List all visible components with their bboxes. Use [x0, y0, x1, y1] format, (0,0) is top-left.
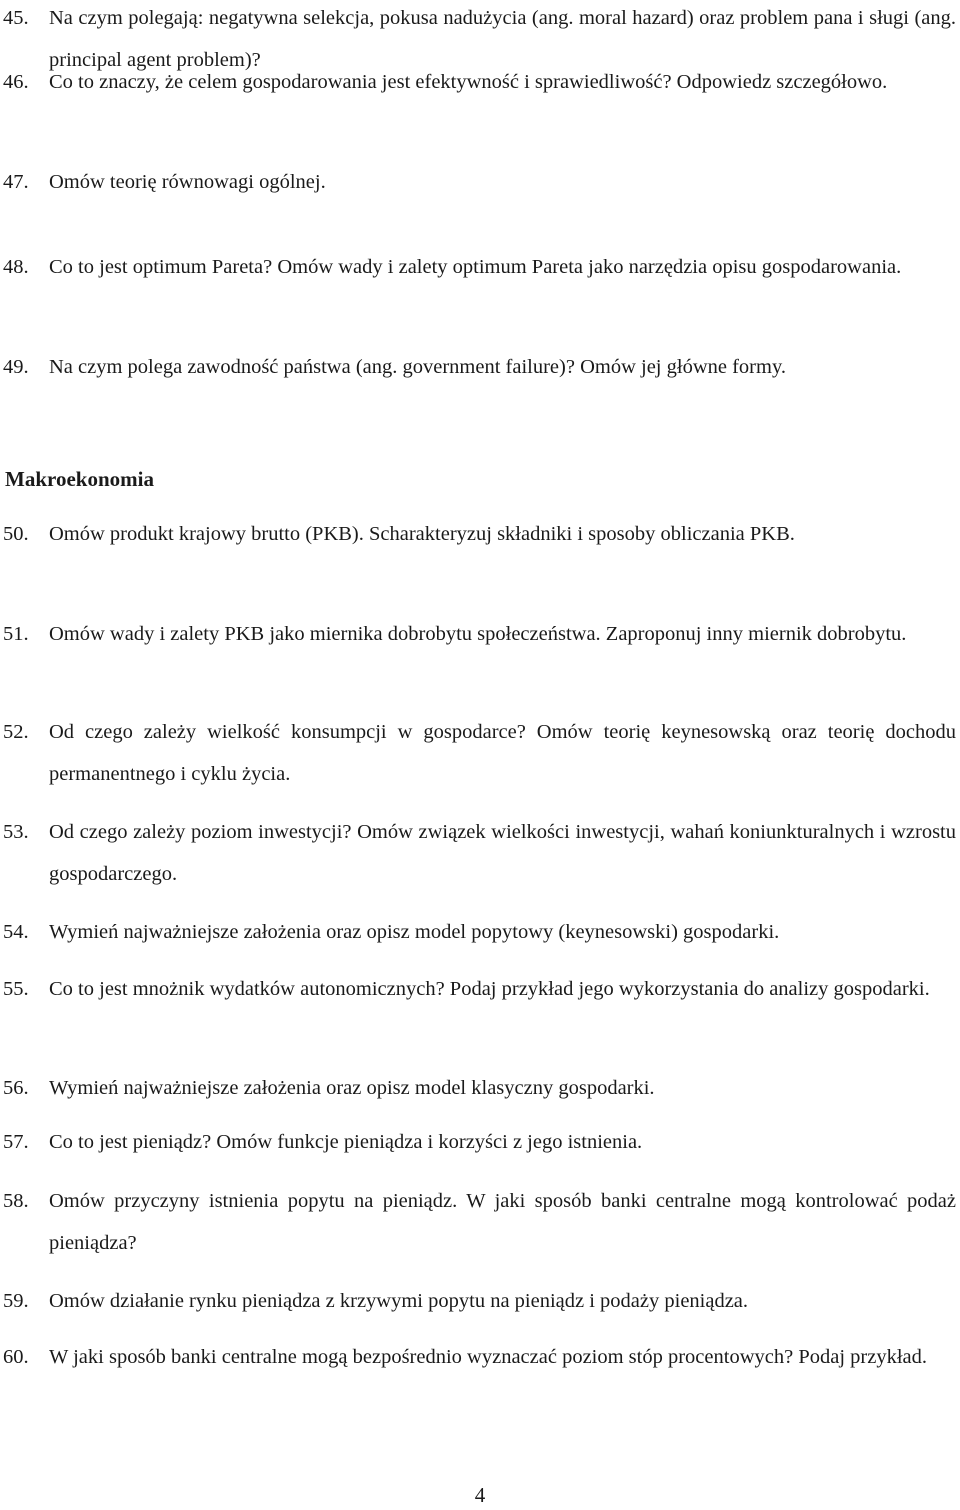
- question-57: [3, 1121, 956, 1163]
- question-number: 59.: [3, 1290, 29, 1312]
- question-text: Wymień najważniejsze założenia oraz opisz model klasyczny gospodarki.: [49, 1077, 655, 1099]
- question-number: 53.: [3, 821, 29, 843]
- question-text: W jaki sposób banki centralne mogą bezpośrednio wyznaczać poziom stóp procentowych? Podaj przykład.: [49, 1346, 927, 1368]
- question-46: [3, 61, 956, 103]
- question-number: 57.: [3, 1131, 29, 1153]
- question-text: Wymień najważniejsze założenia oraz opisz model popytowy (keynesowski) gospodarki.: [49, 921, 780, 943]
- question-text: Omów wady i zalety PKB jako miernika dobrobytu społeczeństwa. Zaproponuj inny miernik dobrobytu.: [49, 623, 907, 645]
- question-number: 52.: [3, 721, 29, 743]
- question-number: 49.: [3, 356, 29, 378]
- question-number: 47.: [3, 171, 29, 193]
- section-title: Makroekonomia: [5, 467, 154, 491]
- question-56: [3, 1067, 956, 1109]
- question-48: [3, 246, 956, 288]
- question-59: [3, 1280, 956, 1322]
- question-number: 60.: [3, 1346, 29, 1368]
- question-50: [3, 513, 956, 555]
- question-text: Omów przyczyny istnienia popytu na pieniądz. W jaki sposób banki centralne mogą kontrolować podaż pieniądza?: [49, 1190, 956, 1254]
- question-text: Na czym polegają: negatywna selekcja, pokusa nadużycia (ang. moral hazard) oraz problem pana i sługi (ang. principal agent problem)?: [49, 7, 956, 71]
- question-60: [3, 1336, 956, 1378]
- question-number: 48.: [3, 256, 29, 278]
- question-text: Od czego zależy poziom inwestycji? Omów związek wielkości inwestycji, wahań koniunkturalnych i wzrostu gospodarczego.: [49, 821, 956, 885]
- question-text: Omów produkt krajowy brutto (PKB). Scharakteryzuj składniki i sposoby obliczania PKB.: [49, 523, 795, 545]
- question-51: [3, 613, 956, 655]
- question-52: [3, 711, 956, 795]
- question-text: Omów teorię równowagi ogólnej.: [49, 171, 326, 193]
- question-text: Od czego zależy wielkość konsumpcji w gospodarce? Omów teorię keynesowską oraz teorię dochodu permanentnego i cyklu życia.: [49, 721, 956, 785]
- question-number: 54.: [3, 921, 29, 943]
- question-number: 50.: [3, 523, 29, 545]
- question-number: 46.: [3, 71, 29, 93]
- question-text: Omów działanie rynku pieniądza z krzywymi popytu na pieniądz i podaży pieniądza.: [49, 1290, 749, 1312]
- page-number: 4: [474, 1483, 486, 1507]
- question-number: 56.: [3, 1077, 29, 1099]
- question-number: 58.: [3, 1190, 29, 1212]
- question-text: Co to jest mnożnik wydatków autonomicznych? Podaj przykład jego wykorzystania do analizy gospodarki.: [49, 978, 930, 1000]
- question-53: [3, 811, 956, 895]
- question-text: Co to jest optimum Pareta? Omów wady i zalety optimum Pareta jako narzędzia opisu gospodarowania.: [49, 256, 902, 278]
- question-number: 51.: [3, 623, 29, 645]
- question-text: Co to znaczy, że celem gospodarowania jest efektywność i sprawiedliwość? Odpowiedz szczegółowo.: [49, 71, 888, 93]
- question-55: [3, 968, 956, 1010]
- question-47: [3, 161, 956, 203]
- question-58: [3, 1180, 956, 1264]
- question-text: Na czym polega zawodność państwa (ang. government failure)? Omów jej główne formy.: [49, 356, 786, 378]
- question-text: Co to jest pieniądz? Omów funkcje pieniądza i korzyści z jego istnienia.: [49, 1131, 643, 1153]
- question-54: [3, 911, 956, 953]
- question-49: [3, 346, 956, 388]
- question-number: 45.: [3, 7, 29, 29]
- question-number: 55.: [3, 978, 29, 1000]
